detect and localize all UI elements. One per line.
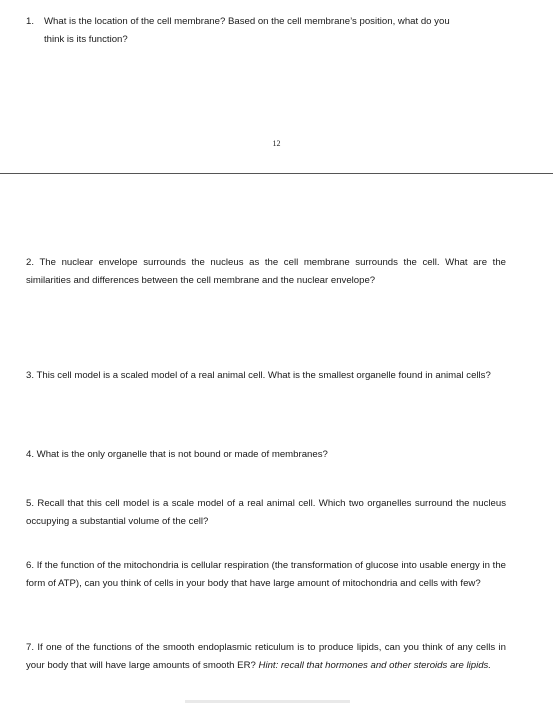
question-3: 3. This cell model is a scaled model of a real animal cell. What is the smallest organelle found in animal cells? — [26, 370, 491, 381]
question-4: 4. What is the only organelle that is not bound or made of membranes? — [26, 449, 328, 460]
question-7-text: 7. If one of the functions of the smooth endoplasmic reticulum is to produce lipids, can you think of any cells in your body that will have large amounts of smooth ER? — [26, 642, 506, 671]
question-5: 5. Recall that this cell model is a scale model of a real animal cell. Which two organelles surround the nucleus occupying a substantial volume of the cell? — [26, 498, 506, 527]
question-1-continuation: think is its function? — [44, 34, 128, 45]
question-1 — [26, 13, 506, 49]
question-6: 6. If the function of the mitochondria is cellular respiration (the transformation of glucose into usable energy in the form of ATP), can you think of cells in your body that have large amount of mitochondria and cells with few? — [26, 560, 506, 589]
question-1-number: 1. — [26, 16, 35, 27]
page-number: 12 — [272, 139, 281, 148]
page-break-divider — [0, 173, 553, 174]
question-1-line-1 — [26, 13, 506, 31]
question-7-hint: Hint: recall that hormones and other steroids are lipids. — [258, 660, 492, 671]
bottom-scroll-shadow — [185, 700, 350, 703]
question-2: 2. The nuclear envelope surrounds the nucleus as the cell membrane surrounds the cell. What are the similarities and differences between the cell membrane and the nuclear envelope? — [26, 257, 506, 286]
question-7 — [26, 639, 506, 675]
question-1-text: What is the location of the cell membrane? Based on the cell membrane’s position, what do you — [44, 16, 450, 27]
